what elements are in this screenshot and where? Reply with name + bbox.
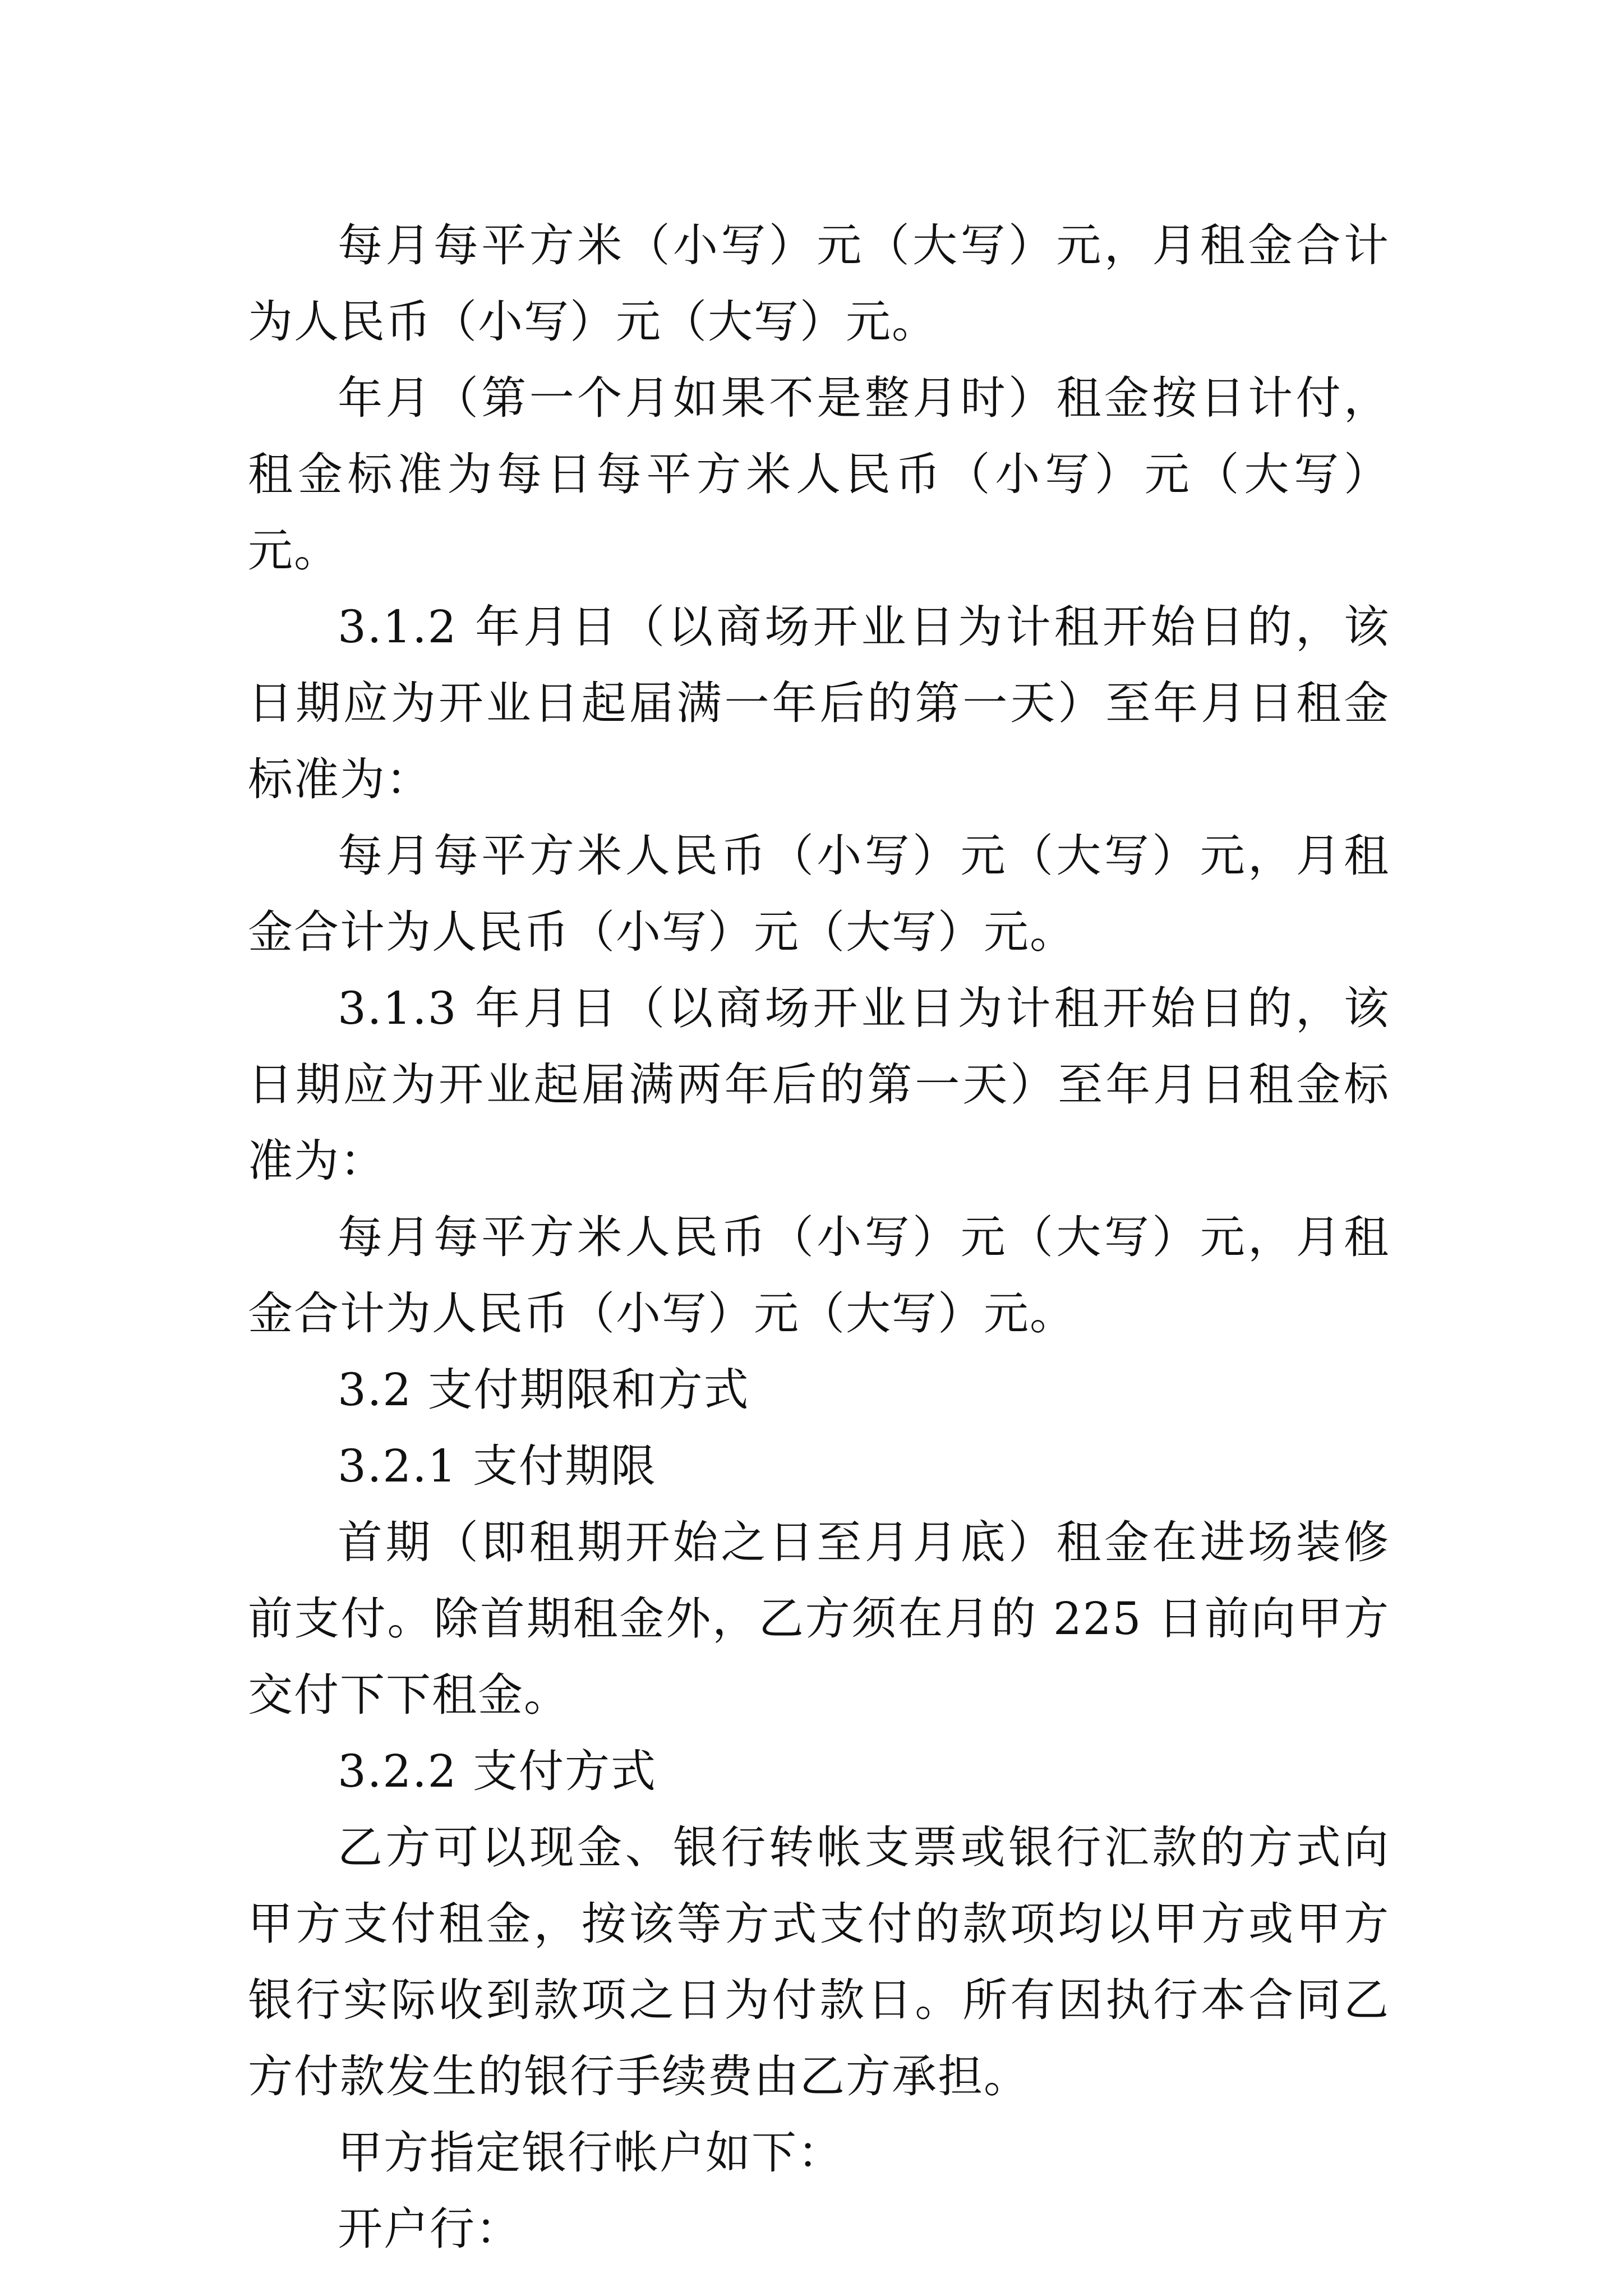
heading-3-2-2: 3.2.2 支付方式 — [338, 1745, 657, 1797]
paragraph-daily-rent: 年月（第一个月如果不是整月时）租金按日计付，租金标准为每日每平方米人民币（小写）元（大写）元。 — [248, 372, 1390, 577]
paragraph-monthly-rent-3: 每月每平方米人民币（小写）元（大写）元，月租金合计为人民币（小写）元（大写）元。 — [248, 1211, 1390, 1340]
paragraph-payment-method: 乙方可以现金、银行转帐支票或银行汇款的方式向甲方支付租金，按该等方式支付的款项均以甲方或甲方银行实际收到款项之日为付款日。所有因执行本合同乙方付款发生的银行手续费由乙方承担。 — [248, 1821, 1390, 2102]
paragraph-bank-account-intro: 甲方指定银行帐户如下： — [338, 2127, 843, 2179]
paragraph-monthly-rent-1: 每月每平方米（小写）元（大写）元，月租金合计为人民币（小写）元（大写）元。 — [248, 219, 1390, 348]
paragraph-clause-3-1-2: 3.1.2 年月日（以商场开业日为计租开始日的，该日期应为开业日起届满一年后的第一天）至年月日租金标准为： — [248, 601, 1390, 806]
paragraph-clause-3-1-3: 3.1.3 年月日（以商场开业日为计租开始日的，该日期应为开业起届满两年后的第一天）至年月日租金标准为： — [248, 982, 1390, 1187]
heading-3-2-1: 3.2.1 支付期限 — [338, 1440, 657, 1492]
paragraph-bank-name: 开户行： — [338, 2203, 522, 2255]
paragraph-monthly-rent-2: 每月每平方米人民币（小写）元（大写）元，月租金合计为人民币（小写）元（大写）元。 — [248, 830, 1390, 958]
heading-3-2: 3.2 支付期限和方式 — [338, 1364, 750, 1416]
document-body — [248, 208, 1390, 2267]
paragraph-payment-term: 首期（即租期开始之日至月月底）租金在进场装修前支付。除首期租金外，乙方须在月的 225 日前向甲方交付下下租金。 — [248, 1516, 1390, 1721]
